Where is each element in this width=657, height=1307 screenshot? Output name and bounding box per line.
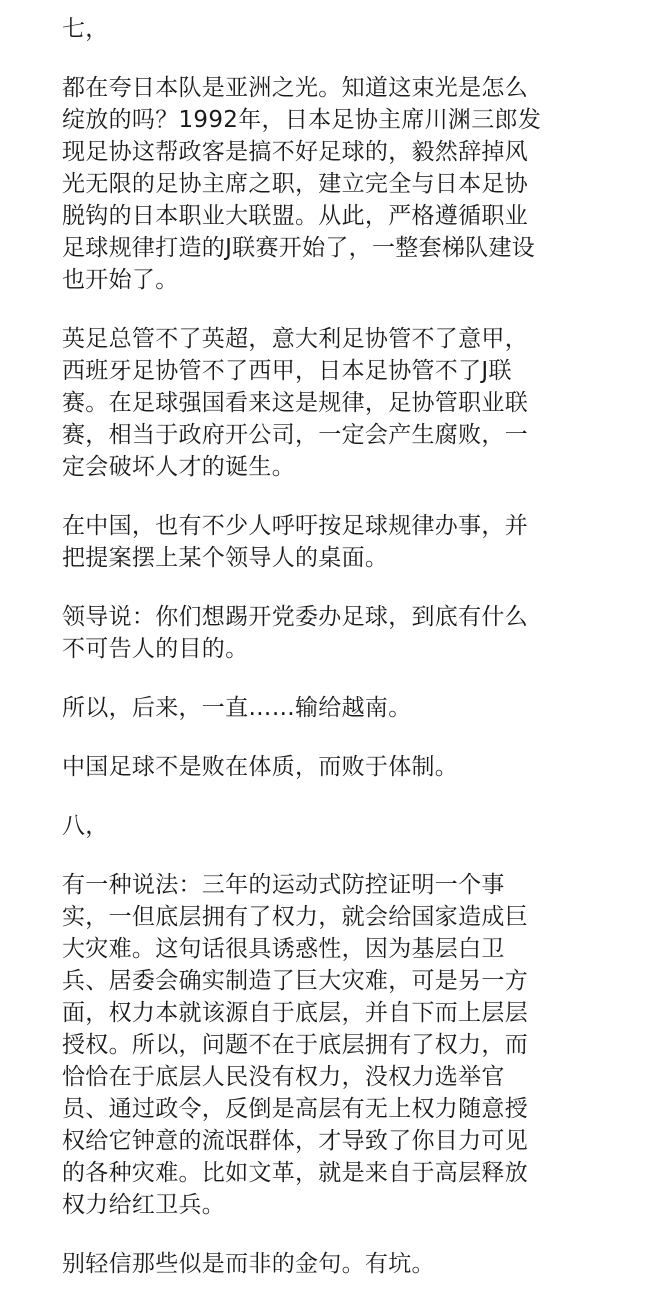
paragraph-vietnam: 所以，后来，一直……输给越南。 <box>62 695 412 721</box>
paragraph-china-proposal: 在中国，也有不少人呼吁按足球规律办事，并 把提案摆上某个领导人的桌面。 <box>62 513 528 571</box>
paragraph-leader-quote: 领导说：你们想踢开党委办足球，到底有什么 不可告人的目的。 <box>62 604 528 662</box>
section-heading-eight: 八， <box>62 813 109 839</box>
paragraph-japan-football: 都在夸日本队是亚洲之光。知道这束光是怎么 绽放的吗？1992年，日本足协主席川渊三郎发 现足协这帮政客是搞不好足球的，毅然辞掉风 光无限的足协主席之职，建立完全与日本足协 脱钩的日本职业大联盟。从此，严格遵循职业 足球规律打造的J联赛开始了，一整套梯队建设 也开始了。 <box>62 75 542 293</box>
article-body <box>62 13 622 1307</box>
paragraph-power: 有一种说法：三年的运动式防控证明一个事 实，一但底层拥有了权力，就会给国家造成巨 大灾难。这句话很具诱惑性，因为基层白卫 兵、居委会确实制造了巨大灾难，可是另一方 面，权力本就该源自于底层，并自下而上层层 授权。所以，问题不在于底层拥有了权力，而 恰恰在于底层人民没有权力，没权力选举官 员、通过政令，反倒是高层有无上权力随意授 权给它钟意的流氓群体，才导致了你目力可见 的各种灾难。比如文革，就是来自于高层释放 权力给红卫兵。 <box>62 872 528 1218</box>
paragraph-football-associations: 英足总管不了英超，意大利足协管不了意甲， 西班牙足协管不了西甲，日本足协管不了J联 赛。在足球强国看来这是规律，足协管职业联 赛，相当于政府开公司，一定会产生腐败，一 定会破坏人才的诞生。 <box>62 326 528 480</box>
paragraph-system: 中国足球不是败在体质，而败于体制。 <box>62 754 459 780</box>
paragraph-conclusion: 别轻信那些似是而非的金句。有坑。 <box>62 1251 435 1277</box>
section-heading-seven: 七， <box>62 16 109 42</box>
